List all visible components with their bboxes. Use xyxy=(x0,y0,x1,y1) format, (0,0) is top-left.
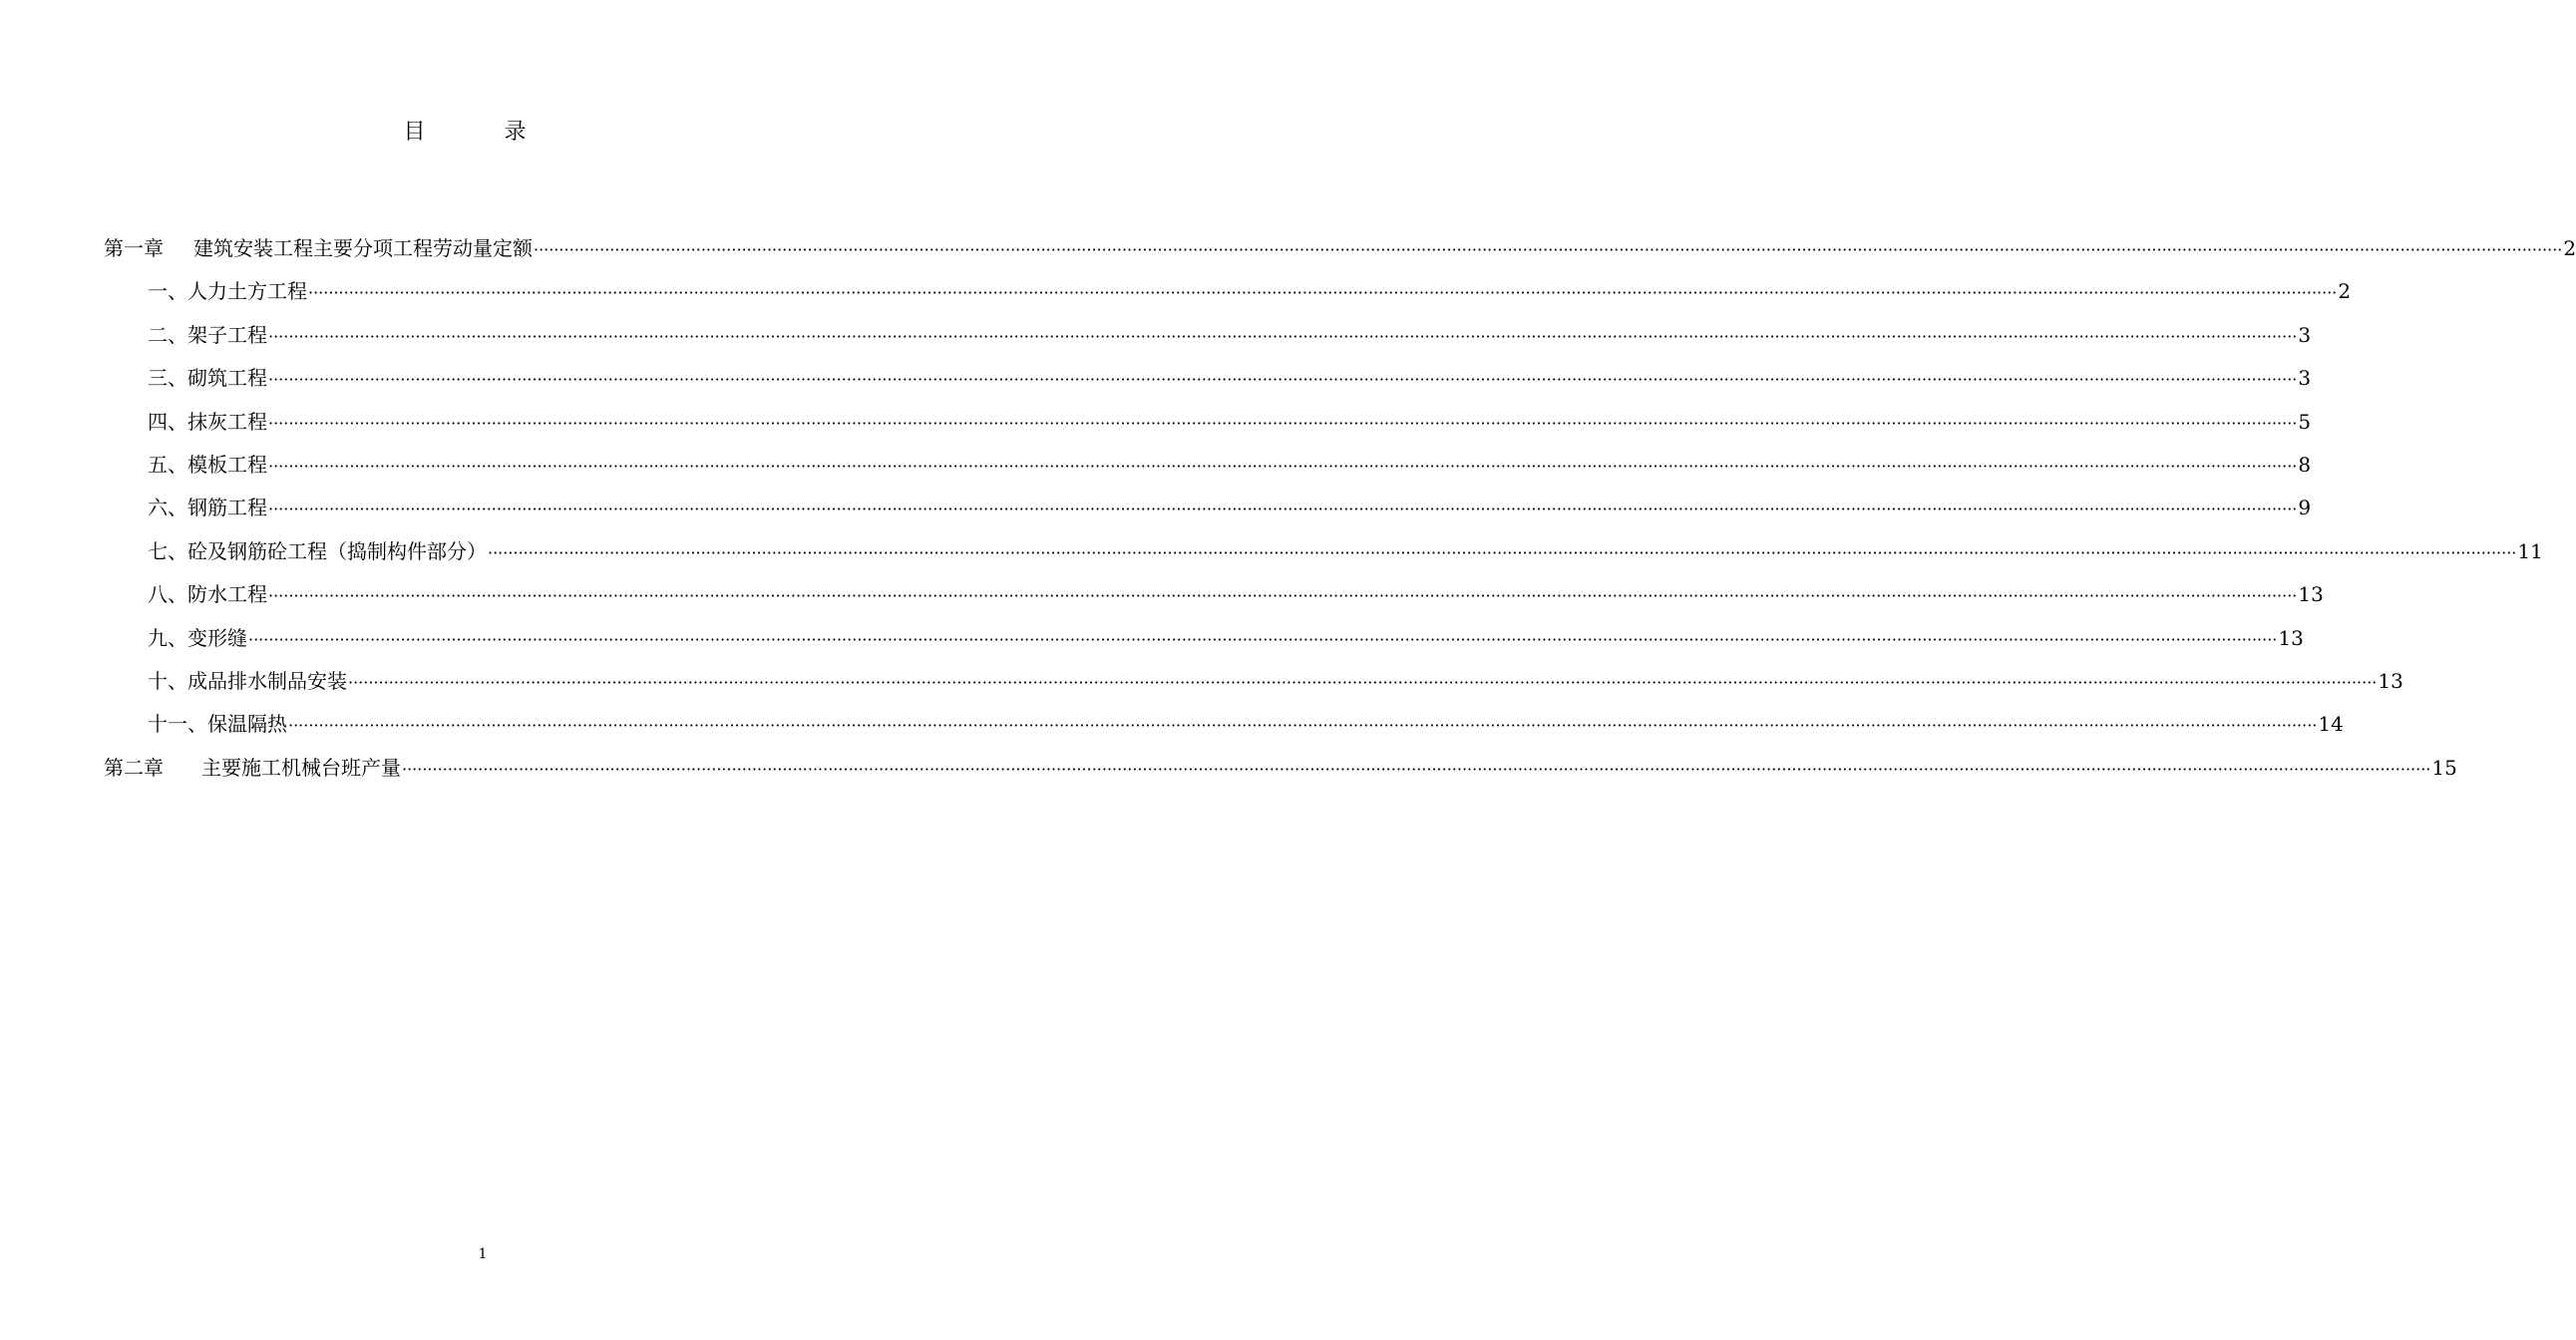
toc-dot-leader: ················································································································································································································································································································································································································ xyxy=(268,413,2298,433)
toc-dot-leader: ················································································································································································································································································································································································································ xyxy=(268,456,2298,476)
toc-page-number: 14 xyxy=(2318,712,2344,737)
toc-page-number: 3 xyxy=(2298,366,2312,391)
toc-entry-text: 五、模板工程 xyxy=(148,452,267,477)
toc-chapter-prefix: 第二章 xyxy=(104,755,164,780)
toc-entry-text: 八、防水工程 xyxy=(148,582,267,607)
toc-entry-label xyxy=(104,232,533,264)
toc-page-number: 3 xyxy=(2298,322,2312,347)
toc-page-number: 13 xyxy=(2278,625,2304,650)
toc-entry-section-1[interactable] xyxy=(104,275,2352,318)
toc-entry-chapter-2[interactable] xyxy=(104,752,2457,795)
toc-dot-leader: ················································································································································································································································································································································································································ xyxy=(402,759,2431,779)
table-of-contents xyxy=(104,232,2576,795)
page-title: 目 录 xyxy=(403,120,562,145)
toc-entry-text: 主要施工机械台班产量 xyxy=(201,755,401,780)
toc-page-number: 15 xyxy=(2431,755,2457,780)
toc-entry-text: 三、砌筑工程 xyxy=(148,366,267,391)
toc-entry-section-4[interactable] xyxy=(104,406,2312,449)
toc-dot-leader: ················································································································································································································································································································································································································ xyxy=(288,716,2318,736)
footer-page-number: 1 xyxy=(478,1246,488,1262)
toc-entry-section-2[interactable] xyxy=(104,319,2312,362)
toc-entry-text: 十、成品排水制品安装 xyxy=(148,668,347,693)
toc-page-number: 13 xyxy=(2378,668,2403,693)
toc-entry-section-3[interactable] xyxy=(104,362,2312,405)
toc-page-number: 11 xyxy=(2517,538,2543,563)
toc-dot-leader: ················································································································································································································································································································································································································ xyxy=(268,370,2298,390)
toc-entry-text: 建筑安装工程主要分项工程劳动量定额 xyxy=(193,236,533,260)
toc-entry-text: 六、钢筋工程 xyxy=(148,496,267,520)
toc-dot-leader: ················································································································································································································································································································································································································ xyxy=(268,586,2298,606)
toc-dot-leader: ················································································································································································································································································································································································································ xyxy=(534,240,2563,259)
toc-entry-label xyxy=(104,752,401,784)
toc-entry-text: 十一、保温隔热 xyxy=(148,712,287,737)
toc-page-number: 13 xyxy=(2298,582,2324,607)
toc-page-number: 8 xyxy=(2298,452,2312,477)
toc-dot-leader: ················································································································································································································································································································································································································ xyxy=(268,326,2298,346)
toc-entry-text: 二、架子工程 xyxy=(148,322,267,347)
toc-dot-leader: ················································································································································································································································································································································································································ xyxy=(268,500,2298,519)
toc-entry-section-6[interactable] xyxy=(104,492,2312,534)
toc-chapter-prefix: 第一章 xyxy=(104,236,164,260)
toc-page-number: 9 xyxy=(2298,496,2312,520)
toc-entry-text: 四、抹灰工程 xyxy=(148,409,267,434)
toc-entry-section-7[interactable] xyxy=(104,535,2543,578)
toc-page-number: 2 xyxy=(2338,279,2352,304)
toc-dot-leader: ················································································································································································································································································································································································································ xyxy=(308,283,2338,303)
toc-dot-leader: ················································································································································································································································································································································································································ xyxy=(348,672,2378,692)
toc-entry-text: 一、人力土方工程 xyxy=(148,279,307,304)
toc-page-number: 5 xyxy=(2298,409,2312,434)
toc-entry-chapter-1[interactable] xyxy=(104,232,2576,275)
toc-dot-leader: ················································································································································································································································································································································································································ xyxy=(248,629,2278,649)
toc-entry-section-5[interactable] xyxy=(104,449,2312,492)
toc-page-number: 2 xyxy=(2563,236,2576,260)
toc-entry-section-10[interactable] xyxy=(104,665,2403,708)
toc-entry-section-11[interactable] xyxy=(104,708,2344,751)
toc-entry-text: 九、变形缝 xyxy=(148,625,247,650)
toc-entry-section-8[interactable] xyxy=(104,578,2324,621)
toc-entry-text: 七、砼及钢筋砼工程（捣制构件部分） xyxy=(148,538,487,563)
toc-entry-section-9[interactable] xyxy=(104,622,2304,665)
toc-dot-leader: ················································································································································································································································································································································································································ xyxy=(488,542,2517,562)
